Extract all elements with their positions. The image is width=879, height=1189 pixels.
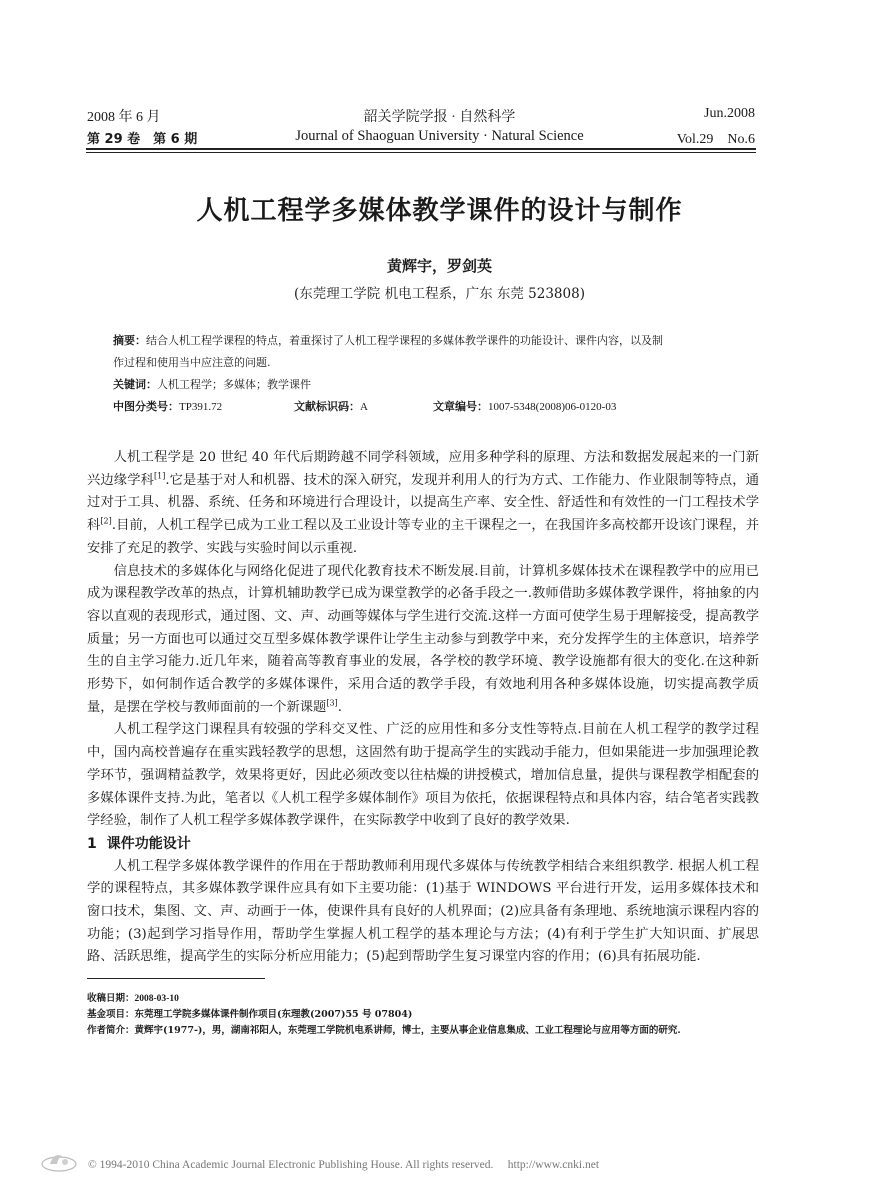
header-rule-thin xyxy=(86,152,756,153)
article-title: 人机工程学多媒体教学课件的设计与制作 xyxy=(196,196,683,226)
p2-text-b: . xyxy=(337,699,342,715)
citation-3: [3] xyxy=(326,698,338,708)
keywords-line xyxy=(113,374,753,396)
received-date: 2008-03-10 xyxy=(134,994,179,1004)
abstract-text-1: 结合人机工程学课程的特点，着重探讨了人机工程学课程的多媒体教学课件的功能设计、课件内容，以及制 xyxy=(146,334,663,347)
classification-line xyxy=(113,396,222,418)
citation-2: [2] xyxy=(100,516,112,526)
footnote-received xyxy=(87,991,681,1007)
header-date-en: Jun.2008 xyxy=(704,106,755,121)
doc-code-label: 文献标识码： xyxy=(294,400,360,413)
header-journal-cn: 韶关学院学报 · 自然科学 xyxy=(363,110,516,125)
clc-code: TP391.72 xyxy=(179,401,223,413)
author-bio: 黄辉宇(1977-)，男，湖南祁阳人，东莞理工学院机电系讲师，博士，主要从事企业信息集成、工业工程理论与应用等方面的研究. xyxy=(134,1025,681,1036)
abstract-text-2: 作过程和使用当中应注意的问题. xyxy=(113,356,271,369)
section-number: 1 xyxy=(87,835,97,852)
footnotes xyxy=(87,991,681,1039)
paragraph-4: 人机工程学多媒体教学课件的作用在于帮助教师利用现代多媒体与传统教学相结合来组织教学. 根据人机工程学的课程特点，其多媒体教学课件应具有如下主要功能：(1)基于 WINDOWS 平台进行开发，运用多媒体技术和窗口技术，集图、文、声、动画于一体，使课件具有良好的人机界面；(2)应具备有条理地、系统地演示课程内容的功能；(3)起到学习指导作用，帮助学生掌握人机工程学的基本理论与方法；(4)有利于学生扩大知识面、扩展思路、活跃思维，提高学生的实际分析应用能力；(5)起到帮助学生复习课堂内容的作用；(6)具有拓展功能. xyxy=(87,858,759,965)
section-title: 课件功能设计 xyxy=(106,835,191,852)
copyright-notice: © 1994-2010 China Academic Journal Electronic Publishing House. All rights reserved. http://www.cnki.net xyxy=(88,1159,600,1171)
cnki-logo-icon xyxy=(40,1148,78,1174)
article-no-label: 文章编号： xyxy=(433,400,488,413)
p1-text-c: .目前，人机工程学已成为工业工程以及工业设计等专业的主干课程之一，在我国许多高校都开设该门课程，并安排了充足的教学、实践与实验时间以示重视. xyxy=(87,518,760,556)
abstract-line-2 xyxy=(113,352,753,374)
paragraph-1 xyxy=(87,447,759,561)
footnote-author xyxy=(87,1023,681,1039)
citation-1: [1] xyxy=(153,471,166,481)
abstract-label: 摘要： xyxy=(113,334,146,347)
article-body xyxy=(87,447,759,969)
header-journal-en: Journal of Shaoguan University · Natural Science xyxy=(295,128,584,144)
article-no: 1007-5348(2008)06-0120-03 xyxy=(488,401,617,413)
fund-label: 基金项目： xyxy=(87,1009,135,1020)
received-label: 收稿日期： xyxy=(87,993,135,1004)
paragraph-2 xyxy=(87,561,759,720)
header-volume-en: Vol.29 No.6 xyxy=(676,132,755,147)
header-volume-cn: 第 29 卷 第 6 期 xyxy=(87,132,198,147)
p1-text-a: 人机工程学是 20 世纪 40 年代后期跨越不同学科领域，应用多种学科的原理、方法和数据发展起来的一门新兴边缘学科 xyxy=(87,450,759,488)
fund-text: 东莞理工学院多媒体课件制作项目(东理教(2007)55 号 07804) xyxy=(134,1009,413,1020)
article-no-line xyxy=(433,396,616,418)
footnote-rule xyxy=(87,978,265,979)
p2-text-a: 信息技术的多媒体化与网络化促进了现代化教育技术不断发展.目前，计算机多媒体技术在课程教学中的应用已成为课程教学改革的热点，计算机辅助教学已成为课堂教学的必备手段之一.教师借助多媒体教学课件，将抽象的内容以直观的表现形式，通过图、文、声、动画等媒体与学生进行交流.这样一方面可使学生易于理解接受，提高教学质量；另一方面也可以通过交互型多媒体教学课件让学生主动参与到教学中来，充分发挥学生的主体意识，培养学生的自主学习能力.近几年来，随着高等教育事业的发展，各学校的教学环境、教学设施都有很大的变化.在这种新形势下，如何制作适合教学的多媒体课件，采用合适的教学手段，有效地利用各种多媒体设施，切实提高教学质量，是摆在学校与教师面前的一个新课题 xyxy=(87,563,759,715)
clc-label: 中图分类号： xyxy=(113,400,179,413)
paragraph-3: 人机工程学这门课程具有较强的学科交叉性、广泛的应用性和多分支性等特点.目前在人机工程学的教学过程中，国内高校普遍存在重实践轻教学的思想，这固然有助于提高学生的实践动手能力，但如果能进一步加强理论教学环节，强调精益教学，效果将更好，因此必须改变以往枯燥的讲授模式，增加信息量，提供与课程教学相配套的多媒体课件支持.为此，笔者以《人机工程学多媒体制作》项目为依托，依据课程特点和具体内容，结合笔者实践教学经验，制作了人机工程学多媒体教学课件，在实际教学中收到了良好的教学效果. xyxy=(87,722,759,829)
article-authors: 黄辉宇，罗剑英 xyxy=(386,257,492,275)
header-rule-thick xyxy=(86,148,756,150)
section-heading-1 xyxy=(87,833,759,856)
keywords: 人机工程学；多媒体；教学课件 xyxy=(157,378,311,391)
doc-code: A xyxy=(360,401,368,413)
header-date-cn: 2008 年 6 月 xyxy=(87,110,161,125)
article-affiliation: (东莞理工学院 机电工程系，广东 东莞 523808) xyxy=(294,286,585,302)
keywords-label: 关键词： xyxy=(113,378,157,391)
author-label: 作者简介： xyxy=(87,1025,135,1036)
p1-text-b: .它是基于对人和机器、技术的深入研究，发现并利用人的行为方式、工作能力、作业限制等特点，通过对于工具、机器、系统、任务和环境进行合理设计，以提高生产率、安全性、舒适性和有效性的一门工程技术学科 xyxy=(87,472,759,534)
doc-code-line xyxy=(294,396,368,418)
abstract-line-1 xyxy=(113,330,753,352)
footnote-fund xyxy=(87,1007,681,1023)
